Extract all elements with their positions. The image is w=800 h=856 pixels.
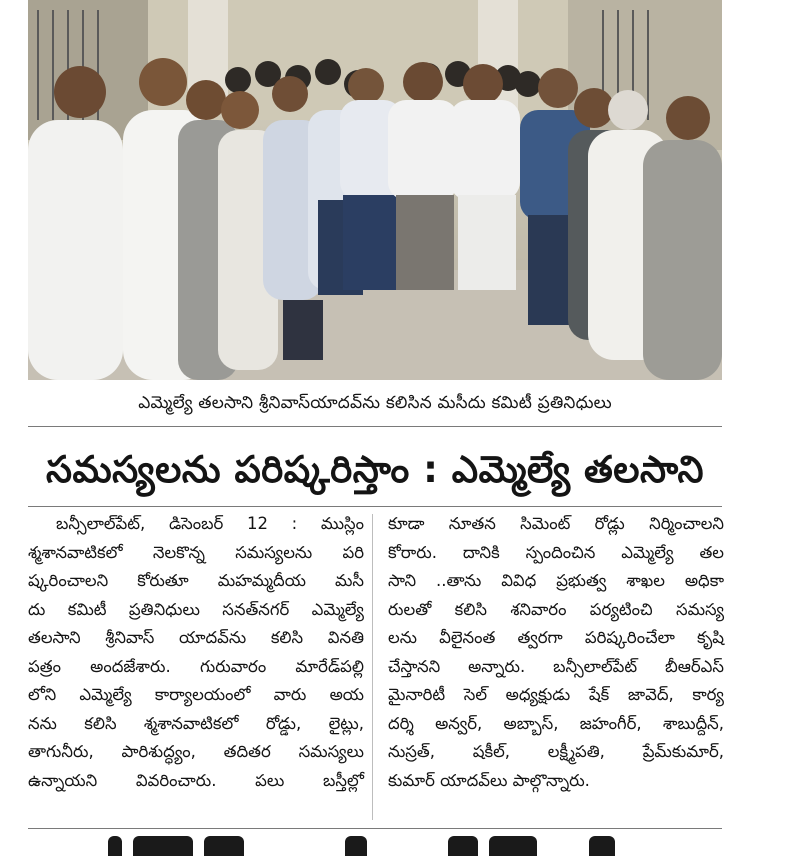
- article-line: మైనారిటీ సెల్ అధ్యక్షుడు షేక్ జావెద్, కార్య: [388, 685, 724, 704]
- article-line: నను కలిసి శ్మశానవాటికలో రోడ్డు, లైట్లు,: [28, 713, 364, 733]
- group-photo-image: [28, 0, 722, 380]
- article-line: కుమార్ యాదవ్‌లు పాల్గొన్నారు.: [388, 770, 590, 790]
- article-line: చేస్తానని అన్నారు. బన్సీలాల్‌పేట్ బీఆర్‌ఎస్: [388, 656, 724, 676]
- article-line: ఉన్నాయని వివరించారు. పలు బస్తీల్లో: [28, 770, 364, 790]
- article-line: లోని ఎమ్మెల్యే కార్యాలయంలో వారు అయ: [28, 685, 364, 704]
- article-column-left: [28, 510, 364, 795]
- article-line: కూడా నూతన సిమెంట్ రోడ్లు నిర్మించాలని: [388, 514, 724, 533]
- article-line: దు కమిటీ ప్రతినిధులు సనత్‌నగర్ ఎమ్మెల్యే: [28, 599, 364, 619]
- group-photo: [28, 0, 722, 380]
- article-line: తాగునీరు, పారిశుద్ధ్యం, తదితర సమస్యలు: [28, 742, 364, 761]
- next-article-headline-fragment: [28, 836, 722, 856]
- article-line: కోరారు. దానికి స్పందించిన ఎమ్మెల్యే తల: [388, 542, 724, 562]
- article-headline: సమస్యలను పరిష్కరిస్తాం : ఎమ్మెల్యే తలసాని: [45, 448, 705, 491]
- article-line: తలసాని శ్రీనివాస్ యాదవ్‌ను కలిసి వినతి: [28, 628, 364, 647]
- divider-line: [28, 828, 722, 829]
- article-line: రులతో కలిసి శనివారం పర్యటించి సమస్య: [388, 599, 724, 619]
- article-line: లను వీలైనంత త్వరగా పరిష్కరించేలా కృషి: [388, 628, 724, 647]
- divider-line: [28, 506, 722, 507]
- article-line: పత్రం అందజేశారు. గురువారం మారేడ్‌పల్లి: [28, 656, 364, 676]
- divider-line: [28, 426, 722, 427]
- article-line: సాని ..తాను వివిధ ప్రభుత్వ శాఖల అధికా: [388, 571, 724, 590]
- article-line: నుస్రత్, షకీల్, లక్ష్మీపతి, ప్రేమ్‌కుమార్,: [388, 742, 724, 761]
- article-line: దర్శి అన్వర్, అబ్బాస్, జహంగీర్, శాబుద్దీన్,: [388, 713, 724, 733]
- column-divider: [372, 514, 373, 820]
- article-column-right: [388, 510, 724, 795]
- photo-caption: ఎమ్మెల్యే తలసాని శ్రీనివాస్‌యాదవ్‌ను కలిసిన మసీదు కమిటీ ప్రతినిధులు: [138, 393, 612, 413]
- article-line: బన్సీలాల్‌పేట్, డిసెంబర్ 12 : ముస్లిం: [56, 514, 364, 533]
- article-line: ష్కరించాలని కోరుతూ మహమ్మదీయ మసీ: [28, 571, 364, 590]
- article-line: శ్మశానవాటికలో నెలకొన్న సమస్యలను పరి: [28, 542, 364, 562]
